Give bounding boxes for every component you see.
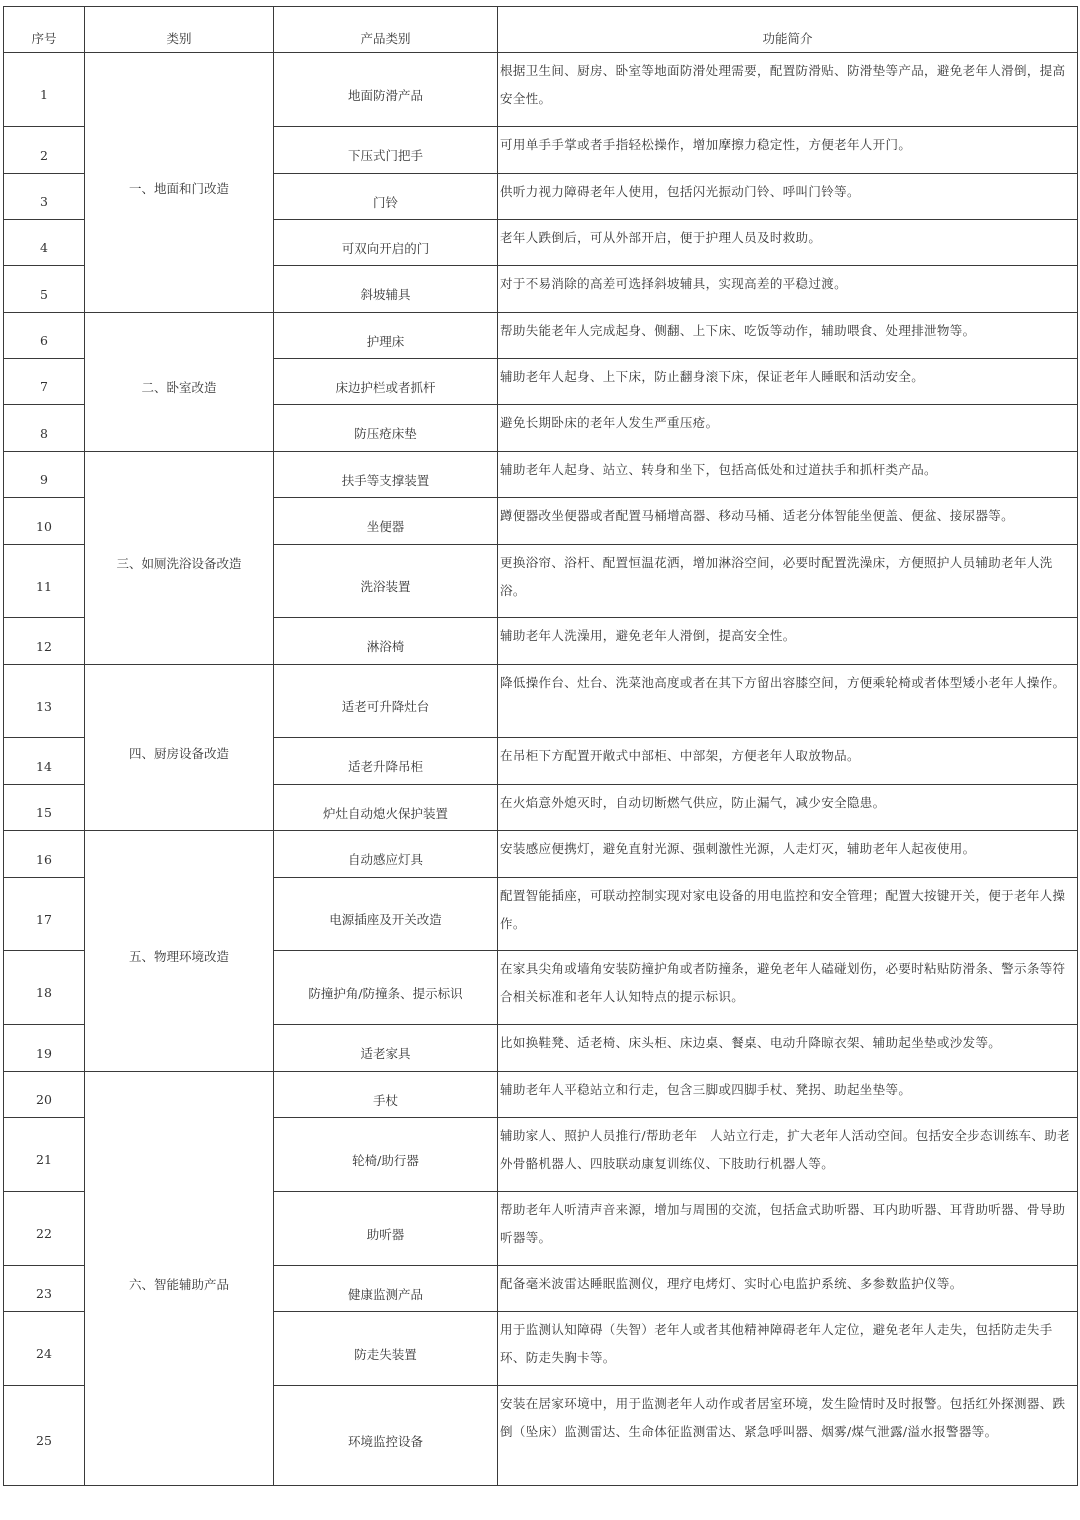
product-cell [274, 1312, 498, 1386]
product-cell [274, 831, 498, 878]
description-cell: 根据卫生间、厨房、卧室等地面防滑处理需要，配置防滑贴、防滑垫等产品，避免老年人滑倒，提高安全性。 [498, 53, 1078, 127]
description-cell: 蹲便器改坐便器或者配置马桶增高器、移动马桶、适老分体智能坐便盖、便盆、接尿器等。 [498, 498, 1078, 545]
row-number: 14 [36, 758, 52, 774]
category-cell [85, 452, 274, 665]
row-number: 9 [40, 472, 48, 487]
product-name: 手杖 [372, 1092, 398, 1108]
description-cell: 更换浴帘、浴杆、配置恒温花洒，增加淋浴空间，必要时配置洗澡床，方便照护人员辅助老年人洗浴。 [498, 545, 1078, 618]
table-row [4, 313, 1078, 359]
row-number-cell [4, 127, 85, 174]
table-row [4, 665, 1078, 738]
category-cell [85, 1072, 274, 1486]
table-row [4, 452, 1078, 498]
row-number-cell [4, 738, 85, 785]
row-number-cell [4, 665, 85, 738]
description-cell: 辅助老年人平稳站立和行走，包含三脚或四脚手杖、凳拐、助起坐垫等。 [498, 1072, 1078, 1118]
category-cell [85, 831, 274, 1072]
description-cell: 在吊柜下方配置开敞式中部柜、中部架，方便老年人取放物品。 [498, 738, 1078, 785]
category-label: 五、物理环境改造 [128, 949, 229, 964]
row-number-cell [4, 174, 85, 220]
product-name: 防压疮床垫 [354, 426, 417, 441]
description-cell: 供听力视力障碍老年人使用，包括闪光振动门铃、呼叫门铃等。 [498, 174, 1078, 220]
product-cell [274, 785, 498, 831]
product-cell [274, 738, 498, 785]
product-name: 适老可升降灶台 [341, 699, 430, 714]
product-name: 斜坡辅具 [360, 287, 411, 302]
row-number-cell [4, 1192, 85, 1266]
product-cell [274, 53, 498, 127]
product-name: 可双向开启的门 [341, 240, 430, 256]
row-number-cell [4, 1025, 85, 1072]
description-cell: 在家具尖角或墙角安装防撞护角或者防撞条，避免老年人磕碰划伤，必要时粘贴防滑条、警示条等符合相关标准和老年人认知特点的提示标识。 [498, 951, 1078, 1025]
description-cell: 安装感应便携灯，避免直射光源、强刺激性光源，人走灯灭，辅助老年人起夜使用。 [498, 831, 1078, 878]
product-name: 自动感应灯具 [347, 852, 423, 867]
product-cell [274, 1386, 498, 1486]
description-cell: 配置智能插座，可联动控制实现对家电设备的用电监控和安全管理；配置大按键开关，便于老年人操作。 [498, 878, 1078, 951]
row-number: 4 [40, 240, 48, 255]
row-number: 6 [40, 333, 48, 348]
product-cell [274, 127, 498, 174]
product-name: 门铃 [372, 194, 398, 210]
row-number-cell [4, 831, 85, 878]
category-label: 四、厨房设备改造 [128, 745, 229, 761]
row-number: 23 [36, 1286, 52, 1301]
row-number: 3 [40, 194, 48, 209]
product-name: 炉灶自动熄火保护装置 [322, 805, 448, 821]
header-description: 功能简介 [498, 7, 1078, 53]
table-row [4, 53, 1078, 127]
row-number: 22 [36, 1226, 52, 1241]
row-number-cell [4, 220, 85, 266]
product-cell [274, 1118, 498, 1192]
product-table [3, 6, 1078, 1486]
row-number-cell [4, 359, 85, 405]
header-product: 产品类别 [274, 7, 498, 53]
row-number-cell [4, 545, 85, 618]
product-name: 坐便器 [366, 519, 405, 534]
product-name: 洗浴装置 [360, 579, 411, 594]
description-cell: 辅助老年人起身、上下床，防止翻身滚下床，保证老年人睡眠和活动安全。 [498, 359, 1078, 405]
row-number: 1 [40, 87, 48, 102]
product-cell [274, 498, 498, 545]
product-cell [274, 545, 498, 618]
description-cell: 辅助家人、照护人员推行/帮助老年 人站立行走，扩大老年人活动空间。包括安全步态训练车、助老外骨骼机器人、四肢联动康复训练仪、下肢助行机器人等。 [498, 1118, 1078, 1192]
category-label: 一、地面和门改造 [128, 180, 229, 196]
product-cell [274, 1025, 498, 1072]
description-cell: 比如换鞋凳、适老椅、床头柜、床边桌、餐桌、电动升降晾衣架、辅助起坐垫或沙发等。 [498, 1025, 1078, 1072]
category-cell [85, 53, 274, 313]
table-row [4, 1072, 1078, 1118]
product-name: 适老升降吊柜 [347, 759, 423, 774]
description-cell: 帮助失能老年人完成起身、侧翻、上下床、吃饭等动作，辅助喂食、处理排泄物等。 [498, 313, 1078, 359]
product-name: 适老家具 [360, 1046, 411, 1061]
description-cell: 辅助老年人洗澡用，避免老年人滑倒，提高安全性。 [498, 618, 1078, 665]
row-number: 12 [36, 638, 52, 654]
product-name: 床边护栏或者抓杆 [335, 379, 436, 395]
row-number: 7 [40, 379, 48, 394]
row-number-cell [4, 452, 85, 498]
row-number-cell [4, 266, 85, 313]
product-cell [274, 452, 498, 498]
table-header-row [4, 7, 1078, 53]
row-number-cell [4, 1118, 85, 1192]
description-cell: 辅助老年人起身、站立、转身和坐下，包括高低处和过道扶手和抓杆类产品。 [498, 452, 1078, 498]
row-number-cell [4, 53, 85, 127]
product-cell [274, 951, 498, 1025]
product-name: 电源插座及开关改造 [329, 912, 442, 927]
description-cell: 安装在居家环境中，用于监测老年人动作或者居室环境，发生险情时及时报警。包括红外探测器、跌倒（坠床）监测雷达、生命体征监测雷达、紧急呼叫器、烟雾/煤气泄露/溢水报警器等。 [498, 1386, 1078, 1486]
product-cell [274, 405, 498, 452]
product-name: 轮椅/助行器 [352, 1152, 419, 1168]
row-number-cell [4, 498, 85, 545]
row-number: 25 [36, 1433, 52, 1448]
product-cell [274, 618, 498, 665]
product-name: 下压式门把手 [347, 148, 423, 163]
row-number: 11 [36, 578, 52, 594]
description-cell: 配备毫米波雷达睡眠监测仪，理疗电烤灯、实时心电监护系统、多参数监护仪等。 [498, 1266, 1078, 1312]
row-number-cell [4, 785, 85, 831]
product-name: 地面防滑产品 [347, 87, 423, 103]
row-number-cell [4, 1072, 85, 1118]
row-number: 21 [36, 1152, 52, 1167]
product-name: 护理床 [366, 333, 405, 349]
description-cell: 避免长期卧床的老年人发生严重压疮。 [498, 405, 1078, 452]
row-number-cell [4, 1312, 85, 1386]
product-cell [274, 1192, 498, 1266]
product-name: 扶手等支撑装置 [341, 472, 430, 488]
product-name: 淋浴椅 [366, 639, 405, 654]
header-category: 类别 [85, 7, 274, 53]
product-cell [274, 878, 498, 951]
product-name: 环境监控设备 [347, 1433, 423, 1449]
row-number-cell [4, 313, 85, 359]
product-name: 助听器 [366, 1226, 405, 1242]
product-cell [274, 220, 498, 266]
description-cell: 对于不易消除的高差可选择斜坡辅具，实现高差的平稳过渡。 [498, 266, 1078, 313]
category-label: 六、智能辅助产品 [128, 1276, 229, 1292]
product-cell [274, 1266, 498, 1312]
row-number-cell [4, 618, 85, 665]
product-cell [274, 359, 498, 405]
row-number-cell [4, 1386, 85, 1486]
row-number: 24 [36, 1346, 52, 1361]
product-name: 健康监测产品 [347, 1286, 423, 1302]
category-label: 二、卧室改造 [141, 380, 217, 395]
description-cell: 可用单手手掌或者手指轻松操作，增加摩擦力稳定性，方便老年人开门。 [498, 127, 1078, 174]
category-cell [85, 665, 274, 831]
row-number: 20 [36, 1092, 52, 1107]
table-row [4, 831, 1078, 878]
row-number-cell [4, 405, 85, 452]
row-number: 8 [40, 425, 48, 441]
row-number: 13 [36, 698, 52, 714]
row-number: 5 [40, 286, 48, 302]
product-cell [274, 266, 498, 313]
category-label: 三、如厕洗浴设备改造 [116, 556, 242, 571]
row-number-cell [4, 1266, 85, 1312]
product-cell [274, 665, 498, 738]
row-number: 18 [36, 985, 52, 1000]
row-number: 2 [40, 147, 48, 163]
description-cell: 降低操作台、灶台、洗菜池高度或者在其下方留出容膝空间，方便乘轮椅或者体型矮小老年人操作。 [498, 665, 1078, 738]
row-number-cell [4, 878, 85, 951]
product-name: 防撞护角/防撞条、提示标识 [308, 985, 463, 1001]
row-number: 17 [36, 911, 52, 927]
product-name: 防走失装置 [354, 1346, 417, 1362]
product-cell [274, 1072, 498, 1118]
row-number: 19 [36, 1045, 52, 1061]
description-cell: 帮助老年人听清声音来源，增加与周围的交流，包括盒式助听器、耳内助听器、耳背助听器、骨导助听器等。 [498, 1192, 1078, 1266]
header-no: 序号 [4, 7, 85, 53]
category-cell [85, 313, 274, 452]
row-number: 16 [36, 851, 52, 867]
row-number: 10 [36, 518, 52, 534]
row-number: 15 [36, 805, 52, 820]
description-cell: 老年人跌倒后，可从外部开启，便于护理人员及时救助。 [498, 220, 1078, 266]
description-cell: 在火焰意外熄灭时，自动切断燃气供应，防止漏气，减少安全隐患。 [498, 785, 1078, 831]
row-number-cell [4, 951, 85, 1025]
product-cell [274, 174, 498, 220]
description-cell: 用于监测认知障碍（失智）老年人或者其他精神障碍老年人定位，避免老年人走失，包括防走失手环、防走失胸卡等。 [498, 1312, 1078, 1386]
product-cell [274, 313, 498, 359]
